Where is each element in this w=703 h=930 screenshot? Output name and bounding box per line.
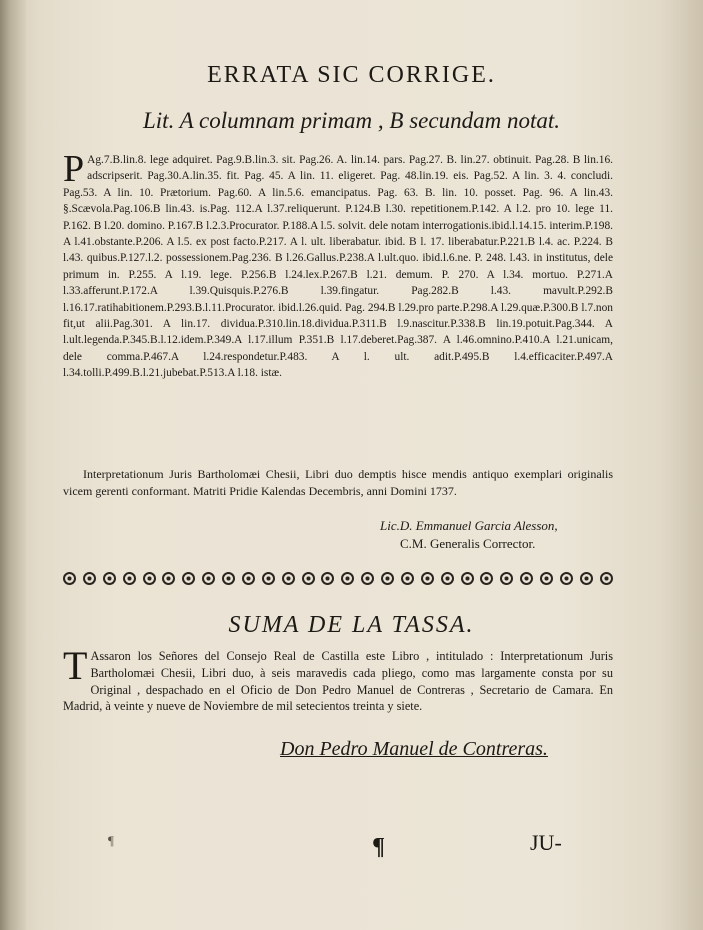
errata-list (63, 148, 613, 382)
tassa-paragraph (63, 643, 613, 715)
book-spine-shadow (0, 0, 26, 930)
ornament-glyph (520, 572, 533, 585)
tassa-dropcap: T (63, 643, 88, 688)
ornament-glyph (202, 572, 215, 585)
attestation-paragraph: Interpretationum Juris Bartholomæi Chesii, Libri duo demptis hisce mendis antiquo exemplari originalis vicem gerenti conformant. Matriti Pridie Kalendas Decembris, anni Domini 1737. (63, 467, 613, 498)
signature-mark: ¶ (372, 834, 385, 860)
ornament-glyph (143, 572, 156, 585)
tassa-heading: SUMA DE LA TASSA. (228, 612, 475, 638)
ornament-glyph (123, 572, 136, 585)
ornament-glyph (361, 572, 374, 585)
tassa-text: Assaron los Señores del Consejo Real de Castilla este Libro , intitulado : Interpretationum Juris Bartholomæi Chesii, Libri duo, à seis maravedis cada pliego, como mas largamente consta por su Original , despachado en el Oficio de Don Pedro Manuel de Contreras , Secretario de Camara. En Madrid, à veinte y nueve de Noviembre de mil setecientos treinta y siete. (63, 649, 613, 714)
ornament-glyph (262, 572, 275, 585)
ornament-glyph (63, 572, 76, 585)
ornament-glyph (480, 572, 493, 585)
ornament-glyph (540, 572, 553, 585)
ornament-glyph (401, 572, 414, 585)
ornament-glyph (580, 572, 593, 585)
ornament-glyph (500, 572, 513, 585)
ornament-glyph (341, 572, 354, 585)
ornament-glyph (222, 572, 235, 585)
ornament-glyph (83, 572, 96, 585)
ornament-glyph (441, 572, 454, 585)
ornamental-divider (63, 568, 613, 588)
ornament-glyph (600, 572, 613, 585)
ornament-glyph (302, 572, 315, 585)
tassa-signature: Don Pedro Manuel de Contreras. (280, 738, 548, 760)
ornament-glyph (321, 572, 334, 585)
ornament-glyph (103, 572, 116, 585)
footer-left-mark: ¶ (108, 833, 114, 848)
ornament-glyph (560, 572, 573, 585)
ornament-glyph (461, 572, 474, 585)
errata-text: Ag.7.B.lin.8. lege adquiret. Pag.9.B.lin.3. sit. Pag.26. A. lin.14. pars. Pag.27. B. lin.27. obtinuit. Pag.28. B lin.16. adscripserit. Pag.30.A.lin.35. fit. Pag. 45. A lin. 11. eligeret. Pag. 48.lin.19. eis. Pag.52. A lin. 3. 4. concludi. Pag.53. A lin. 10. Prætorium. Pag.60. A lin.5.6. emancipatus. Pag. 63. B. lin. 10. posset. Pag. 96. A lin.43. §.Scævola.Pag.106.B lin.43. is.Pag. 112.A l.37.reliquerunt. P.124.B l.30. repetitionem.P.142. A l.2. pro 10. lege 11. P.162. B l.20. domino. P.167.B l.2.3.Procurator. P.188.A l.5. solvit. dele notam interrogationis.ibid.l.14.15. interim.P.198. A l.41.obstante.P.206. A l.5. ex post facto.P.217. A l. ult. liberabatur. ibid. B l. 17. liberabatur.P.221.B l.4. ac. P.224. B l.43. quibus.P.127.l.2. possessionem.Pag.236. B l.26.Gallus.P.238.A l.ult.quo. ibid.l.6.ne. P. 248. l.43. in institutus, dele primum in. P.255. A l.19. lege. P.256.B l.24.lex.P.267.B l.21. demum. P. 270. A l.34. mortuo. P.271.A l.33.afferunt.P.172.A l.39.Quisquis.P.276.B l.39.fingatur. Pag.282.B l.43. mavult.P.292.B l.16.17.ratihabitionem.P.293.B.l.11.Procurator. ibid.l.26.quid. Pag. 294.B l.29.pro parte.P.298.A l.29.quæ.P.300.B l.7.non fit,ut alii.Pag.301. A lin.17. dividua.P.310.lin.18.dividua.P.311.B l.9.nascitur.P.338.B lin.19.potuit.Pag.344. A l.ult.legenda.P.345.B.l.12.idem.P.349.A l.17.illum P.351.B l.17.deberet.Pag.387. A l.46.omnino.P.410.A l.21.unicam, dele comma.P.467.A l.24.respondetur.P.483. A l. ult. adit.P.495.B l.4.efficaciter.P.497.A l.34.tolli.P.499.B.l.21.jubebat.P.513.A l.18. istæ. (63, 154, 613, 380)
errata-subtitle: Lit. A columnam primam , B secundam notat. (143, 108, 560, 133)
corrector-role: C.M. Generalis Corrector. (400, 536, 536, 551)
ornament-glyph (182, 572, 195, 585)
errata-dropcap: P (63, 148, 85, 190)
ornament-glyph (162, 572, 175, 585)
ornament-glyph (421, 572, 434, 585)
catchword: JU- (530, 830, 562, 855)
ornament-glyph (282, 572, 295, 585)
ornament-glyph (242, 572, 255, 585)
corrector-name: Lic.D. Emmanuel Garcia Alesson, (380, 518, 558, 533)
ornament-glyph (381, 572, 394, 585)
errata-title: ERRATA SIC CORRIGE. (207, 62, 496, 88)
